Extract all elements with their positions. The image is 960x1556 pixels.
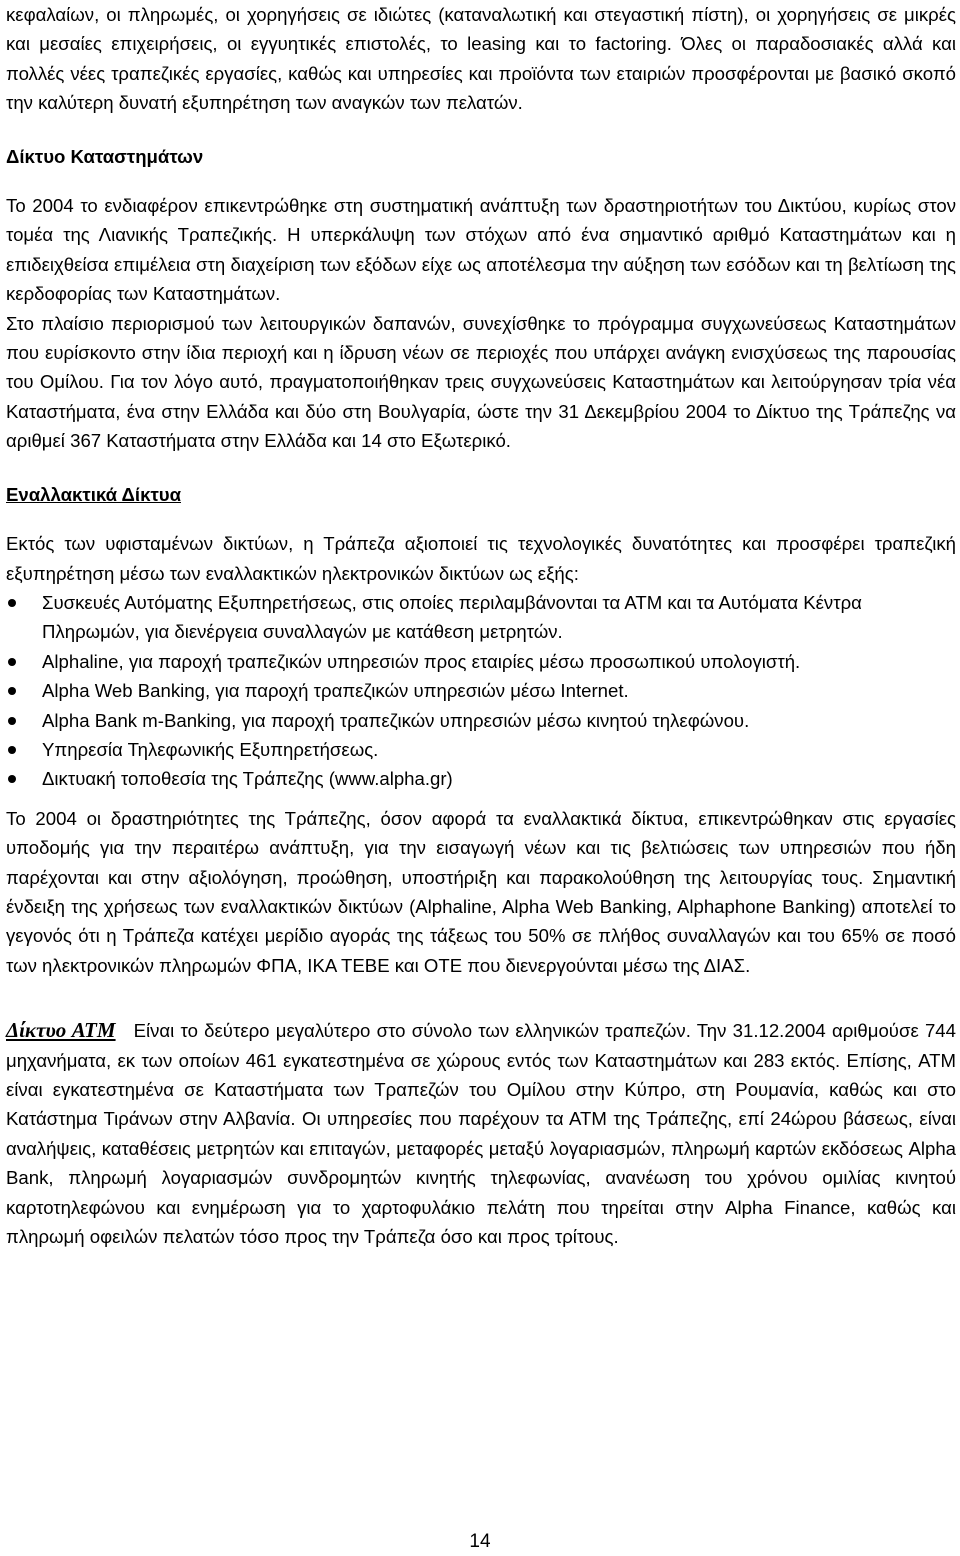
document-page [6, 0, 956, 1251]
list-item-text: Συσκευές Αυτόματης Εξυπηρετήσεως, στις οποίες περιλαμβάνονται τα ΑΤΜ και τα Αυτόματα Κέντρα Πληρωμών, για διενέργεια συναλλαγών με κατάθεση μετρητών. [42, 591, 862, 643]
alt-networks-lead: Εκτός των υφισταμένων δικτύων, η Τράπεζα αξιοποιεί τις τεχνολογικές δυνατότητες και προσφέρει τραπεζική εξυπηρέτηση μέσω των εναλλακτικών ηλεκτρονικών δικτύων ως εξής: [6, 533, 956, 584]
bullet-icon [8, 717, 16, 725]
list-item [6, 588, 956, 647]
branch-network-paragraph-1: Το 2004 το ενδιαφέρον επικεντρώθηκε στη συστηματική ανάπτυξη των δραστηριοτήτων του Δικτύου, κυρίως στον τομέα της Λιανικής Τραπεζικής. Η υπερκάλυψη των στόχων από ένα σημαντικό αριθμό Καταστημάτων και η επιδειχθείσα επιμέλεια στη διαχείριση των εξόδων είχε ως αποτέλεσμα την αύξηση των εσόδων και τη βελτίωση της κερδοφορίας των Καταστημάτων. [6, 195, 956, 305]
atm-network-paragraph [6, 1016, 956, 1251]
bullet-icon [8, 687, 16, 695]
list-item-text: Δικτυακή τοποθεσία της Τράπεζης (www.alpha.gr) [42, 768, 453, 790]
alt-networks-heading: Εναλλακτικά Δίκτυα [6, 483, 181, 505]
alt-networks-paragraph: Το 2004 οι δραστηριότητες της Τράπεζης, όσον αφορά τα εναλλακτικά δίκτυα, επικεντρώθηκαν στις εργασίες υποδομής για την περαιτέρω ανάπτυξη, για την εισαγωγή νέων και τις βελτιώσεις των υπηρεσιών που ήδη παρέχονται και στην αξιολόγηση, προώθηση, υποστήριξη και παρακολούθηση της λειτουργίας τους. Σημαντική ένδειξη της χρήσεως των εναλλακτικών δικτύων (Alphaline, Alpha Web Banking, Alphaphone Banking) αποτελεί το γεγονός ότι η Τράπεζα κατέχει μερίδιο αγοράς της τάξεως του 50% σε πλήθος συναλλαγών και του 65% σε ποσό των ηλεκτρονικών πληρωμών ΦΠΑ, ΙΚΑ ΤΕΒΕ και ΟΤΕ που διενεργούνται μέσω της ΔΙΑΣ. [6, 807, 956, 976]
bullet-icon [8, 599, 16, 607]
list-item [6, 764, 956, 793]
branch-network-paragraph-2: Στο πλαίσιο περιορισμού των λειτουργικών δαπανών, συνεχίσθηκε το πρόγραμμα συγχωνεύσεως Καταστημάτων που ευρίσκοντο στην ίδια περιοχή και η ίδρυση νέων σε περιοχές που υπάρχει ανάγκη ενισχύσεως της παρουσίας του Ομίλου. Για τον λόγο αυτό, πραγματοποιήθηκαν τρεις συγχωνεύσεις Καταστημάτων και λειτούργησαν τρία νέα Καταστήματα, ένα στην Ελλάδα και δύο στη Βουλγαρία, ώστε την 31 Δεκεμβρίου 2004 το Δίκτυο της Τράπεζης να αριθμεί 367 Καταστήματα στην Ελλάδα και 14 στο Εξωτερικό. [6, 312, 956, 452]
list-item [6, 706, 956, 735]
atm-network-title: Δίκτυο ΑΤΜ [6, 1018, 116, 1043]
list-item [6, 647, 956, 676]
alt-networks-list [6, 588, 956, 794]
list-item-text: Alphaline, για παροχή τραπεζικών υπηρεσιών προς εταιρίες μέσω προσωπικού υπολογιστή. [42, 650, 801, 672]
list-item [6, 676, 956, 705]
list-item-text: Υπηρεσία Τηλεφωνικής Εξυπηρετήσεως. [42, 738, 379, 760]
intro-paragraph: κεφαλαίων, οι πληρωμές, οι χορηγήσεις σε ιδιώτες (καταναλωτική και στεγαστική πίστη), οι χορηγήσεις σε μικρές και μεσαίες επιχειρήσεις, οι εγγυητικές επιστολές, το leasing και το factoring. Όλες οι παραδοσιακές αλλά και πολλές νέες τραπεζικές εργασίες, καθώς και υπηρεσίες και προϊόντα των εταιριών προσφέρονται με βασικό σκοπό την καλύτερη δυνατή εξυπηρέτηση των αναγκών των πελατών. [6, 4, 956, 114]
bullet-icon [8, 658, 16, 666]
atm-network-text: Είναι το δεύτερο μεγαλύτερο στο σύνολο των ελληνικών τραπεζών. Την 31.12.2004 αριθμούσε 744 μηχανήματα, εκ των οποίων 461 εγκατεστημένα σε χώρους εντός των Καταστημάτων και 283 εκτός. Επίσης, ATM είναι εγκατεστημένα σε Καταστήματα των Τραπεζών του Ομίλου στην Κύπρο, στη Ρουμανία, καθώς και στο Κατάστημα Τιράνων στην Αλβανία. Οι υπηρεσίες που παρέχουν τα ΑΤΜ της Τράπεζης, επί 24ώρου βάσεως, είναι αναλήψεις, καταθέσεις μετρητών και επιταγών, μεταφορές μεταξύ λογαριασμών, πληρωμή καρτών εκδόσεως Alpha Bank, πληρωμή λογαριασμών συνδρομητών κινητής τηλεφωνίας, ανανέωση του χρόνου ομιλίας κινητού καρτοτηλεφώνου και ενημέρωση για το χαρτοφυλάκιο πελάτη που τηρείται στην Alpha Finance, καθώς και πληρωμή οφειλών πελατών τόσο προς την Τράπεζα όσο και προς τρίτους. [6, 1020, 956, 1248]
bullet-icon [8, 775, 16, 783]
list-item [6, 735, 956, 764]
branch-network-heading: Δίκτυο Καταστημάτων [6, 145, 204, 167]
list-item-text: Alpha Bank m-Banking, για παροχή τραπεζικών υπηρεσιών μέσω κινητού τηλεφώνου. [42, 709, 750, 731]
page-number: 14 [469, 1531, 491, 1552]
list-item-text: Alpha Web Banking, για παροχή τραπεζικών υπηρεσιών μέσω Internet. [42, 680, 629, 702]
bullet-icon [8, 746, 16, 754]
